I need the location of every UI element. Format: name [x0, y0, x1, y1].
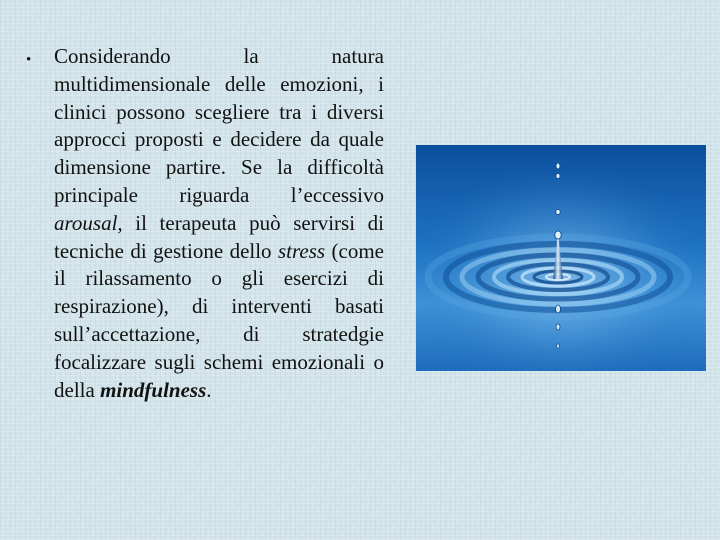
bullet-marker: •: [26, 52, 32, 68]
bullet-text: [54, 43, 384, 404]
text-segment-1: Considerando la natura multidimensionale delle emozioni, i clinici possono scegliere tra i diversi approcci proposti e decidere da quale dimensione partire. Se la difficoltà principale riguarda l’eccessivo: [54, 44, 384, 207]
water-drop-image: [416, 145, 706, 371]
term-mindfulness: mindfulness: [100, 377, 207, 402]
term-arousal: arousal,: [54, 210, 123, 235]
text-segment-3: (come il rilassamento o gli esercizi di respirazione), di interventi basati sull’accettazione, di stratedgie focalizzare sugli schemi emozionali o della: [54, 238, 384, 402]
bullet-paragraph: [26, 43, 386, 404]
splash-drop: [555, 231, 561, 239]
text-segment-end: .: [206, 377, 212, 402]
text-segment-2: il terapeuta può servirsi di tecniche di gestione dello: [54, 210, 384, 263]
water-drop-illustration: [416, 145, 706, 371]
term-stress: stress: [278, 238, 326, 263]
